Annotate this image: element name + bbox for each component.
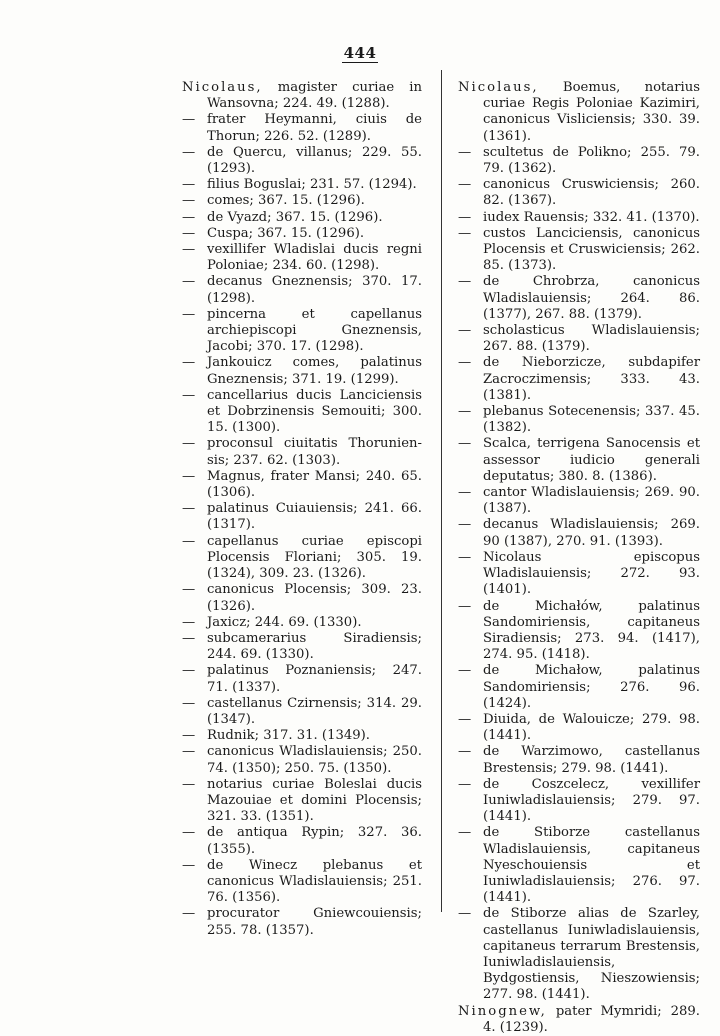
entry-text: vexillifer Wladislai ducis regni Poloniae; 234. 60. (1298). [207,242,422,274]
entry-dash: — [182,355,196,371]
index-entry [458,599,700,664]
index-entry [182,582,422,614]
index-entry [182,501,422,533]
entry-dash: — [458,323,472,339]
index-entry [182,728,422,744]
entry-text: cantor Wladislauiensis; 269. 90. (1387). [483,485,700,517]
index-entry [458,226,700,275]
index-entry [458,274,700,323]
entry-text: decanus Gneznensis; 370. 17. (1298). [207,274,422,306]
entry-text: Scalca, terrigena Sanocensis et assessor iudicio generali deputatus; 380. 8. (1386). [483,436,700,484]
entry-dash: — [458,663,472,679]
entry-dash: — [182,274,196,290]
entry-dash: — [182,306,196,322]
index-entry [182,242,422,274]
entry-text: proconsul ciuitatis Thorunien-sis; 237. 62. (1303). [207,436,422,468]
index-entry [182,307,422,356]
entry-dash: — [458,436,472,452]
entry-text: Rudnik; 317. 31. (1349). [207,728,370,744]
entry-text: de Quercu, villanus; 229. 55. (1293). [207,144,422,177]
entry-dash: — [182,582,196,598]
page-number: 444 [343,44,377,62]
index-entry [182,193,422,209]
entry-text: palatinus Cuiauiensis; 241. 66. (1317). [207,501,422,533]
entry-dash: — [458,355,472,371]
entry-text: Diuida, de Walouicze; 279. 98. (1441). [483,711,700,744]
entry-text: de Nieborzicze, subdapifer Zacroczimensis; 333. 43. (1381). [483,355,700,403]
entry-dash: — [458,598,472,614]
entry-text: de Michałów, palatinus Sandomiriensis, capitaneus Siradiensis; 273. 94. (1417), 274. 95. (1418). [483,598,700,663]
index-entry [458,550,700,599]
right-column [458,80,700,1036]
entry-text: plebanus Sotecenensis; 337. 45. (1382). [483,404,700,436]
entry-text: scholasticus Wladislauiensis; 267. 88. (1379). [483,323,700,355]
entry-dash: — [458,209,472,225]
entry-dash: — [458,906,472,922]
index-entry [182,274,422,306]
entry-text: Boemus, notarius curiae Regis Poloniae Kazimiri, canonicus Visliciensis; 330. 39. (1361). [483,80,700,144]
entry-dash: — [458,549,472,565]
entry-dash: — [182,242,196,258]
index-entry [182,388,422,437]
entry-dash: — [458,825,472,841]
index-entry [458,404,700,436]
entry-text: de Vyazd; 367. 15. (1296). [207,209,383,225]
entry-text: canonicus Wladislauiensis; 250. 74. (1350); 250. 75. (1350). [207,744,422,776]
entry-text: pater Mymridi; 289. 4. (1239). [483,1003,700,1035]
entry-dash: — [182,144,196,160]
index-entry [458,80,700,145]
entry-text: de Warzimowo, castellanus Brestensis; 279. 98. (1441). [483,744,700,776]
entry-text: Jankouicz comes, palatinus Gneznensis; 371. 19. (1299). [207,355,422,387]
entry-dash: — [182,744,196,760]
index-entry [182,226,422,242]
entry-dash: — [182,209,196,225]
entry-text: de Stiborze castellanus Wladislauiensis, capitaneus Nyeschouiensis et Iuniwladislauiensis; 276. 97. (1441). [483,825,700,906]
index-entry [458,177,700,209]
entry-text: palatinus Poznaniensis; 247. 71. (1337). [207,663,422,695]
entry-text: de Stiborze alias de Szarley, castellanus Iuniwladislauiensis, capitaneus terrarum Brestensis, Iuniwladislauiensis, Bydgostiensis, Nieszowiensis; 277. 98. (1441). [483,906,700,1003]
entry-headword: Nicolaus, [182,80,263,95]
entry-dash: — [182,193,196,209]
entry-dash: — [182,906,196,922]
entry-text: capellanus curiae episcopi Plocensis Floriani; 305. 19. (1324), 309. 23. (1326). [207,533,422,582]
entry-text: frater Heymanni, ciuis de Thorun; 226. 52. (1289). [207,112,422,144]
entry-text: Cuspa; 367. 15. (1296). [207,225,365,241]
index-entry [458,712,700,744]
index-entry [182,534,422,583]
entry-dash: — [182,663,196,679]
index-entry [182,696,422,728]
entry-dash: — [458,177,472,193]
entry-dash: — [182,225,196,241]
entry-text: comes; 367. 15. (1296). [207,193,365,209]
index-entry [458,825,700,906]
index-entry [182,436,422,468]
index-entry [182,355,422,387]
index-entry [182,744,422,776]
index-entry [458,355,700,404]
entry-dash: — [182,112,196,128]
index-entry [182,112,422,144]
entry-dash: — [458,274,472,290]
index-entry [458,517,700,549]
entry-text: canonicus Plocensis; 309. 23. (1326). [207,582,422,614]
index-entry [182,663,422,695]
index-entry [458,210,700,226]
entry-text: iudex Rauensis; 332. 41. (1370). [483,209,700,225]
index-entry [182,80,422,112]
entry-text: procurator Gniewcouiensis; 255. 78. (1357). [207,906,422,938]
entry-text: de Chrobrza, canonicus Wladislauiensis; 264. 86. (1377), 267. 88. (1379). [483,274,700,322]
entry-text: filius Boguslai; 231. 57. (1294). [207,177,417,193]
index-entry [182,210,422,226]
entry-text: scultetus de Polikno; 255. 79. 79. (1362). [483,144,700,177]
entry-text: pincerna et capellanus archiepiscopi Gneznensis, Jacobi; 370. 17. (1298). [207,306,422,355]
index-entry [458,436,700,485]
entry-headword: Nicolaus, [458,80,539,95]
entry-dash: — [182,387,196,403]
index-entry [182,615,422,631]
index-entry [182,177,422,193]
index-entry [182,858,422,907]
entry-text: Jaxicz; 244. 69. (1330). [207,614,362,630]
entry-dash: — [458,485,472,501]
entry-text: decanus Wladislauiensis; 269. 90 (1387), 270. 91. (1393). [483,517,700,549]
index-entry [458,323,700,355]
index-entry [458,906,700,1003]
entry-text: magister curiae in Wansovna; 224. 49. (1288). [207,80,422,112]
entry-dash: — [182,776,196,792]
entry-dash: — [182,501,196,517]
entry-dash: — [182,533,196,549]
entry-dash: — [458,711,472,727]
entry-headword: Ninognew, [458,1003,547,1019]
entry-text: subcamerarius Siradiensis; 244. 69. (1330). [207,630,422,663]
entry-dash: — [458,144,472,160]
entry-dash: — [182,614,196,630]
index-entry [458,485,700,517]
entry-dash: — [458,744,472,760]
entry-dash: — [182,630,196,646]
entry-dash: — [458,225,472,241]
entry-text: canonicus Cruswiciensis; 260. 82. (1367). [483,177,700,209]
entry-text: custos Lanciciensis, canonicus Plocensis et Cruswiciensis; 262. 85. (1373). [483,225,700,274]
index-entry [182,825,422,857]
entry-dash: — [458,517,472,533]
entry-dash: — [182,825,196,841]
left-column [182,80,422,939]
entry-dash: — [182,468,196,484]
entry-text: Magnus, frater Mansi; 240. 65. (1306). [207,468,422,501]
index-entry [458,1004,700,1036]
index-entry [458,744,700,776]
entry-text: de Coszcelecz, vexillifer Iuniwladislauiensis; 279. 97. (1441). [483,776,700,825]
entry-text: Nicolaus episcopus Wladislauiensis; 272. 93. (1401). [483,549,700,598]
entry-text: notarius curiae Boleslai ducis Mazouiae et domini Plocensis; 321. 33. (1351). [207,776,422,825]
index-entry [458,145,700,177]
entry-text: de Winecz plebanus et canonicus Wladislauiensis; 251. 76. (1356). [207,857,422,906]
index-entry [182,469,422,501]
entry-dash: — [182,857,196,873]
entry-dash: — [182,436,196,452]
index-entry [182,631,422,663]
entry-dash: — [182,695,196,711]
index-entry [182,777,422,826]
entry-text: de Michałow, palatinus Sandomiriensis; 276. 96. (1424). [483,663,700,711]
index-entry [182,145,422,177]
entry-text: cancellarius ducis Lanciciensis et Dobrzinensis Semouiti; 300. 15. (1300). [207,387,422,436]
column-divider [441,70,442,912]
entry-dash: — [182,177,196,193]
entry-dash: — [182,728,196,744]
entry-text: castellanus Czirnensis; 314. 29. (1347). [207,695,422,727]
index-entry [458,663,700,712]
entry-text: de antiqua Rypin; 327. 36. (1355). [207,825,422,857]
entry-dash: — [458,776,472,792]
index-entry [182,906,422,938]
index-entry [458,777,700,826]
entry-dash: — [458,404,472,420]
